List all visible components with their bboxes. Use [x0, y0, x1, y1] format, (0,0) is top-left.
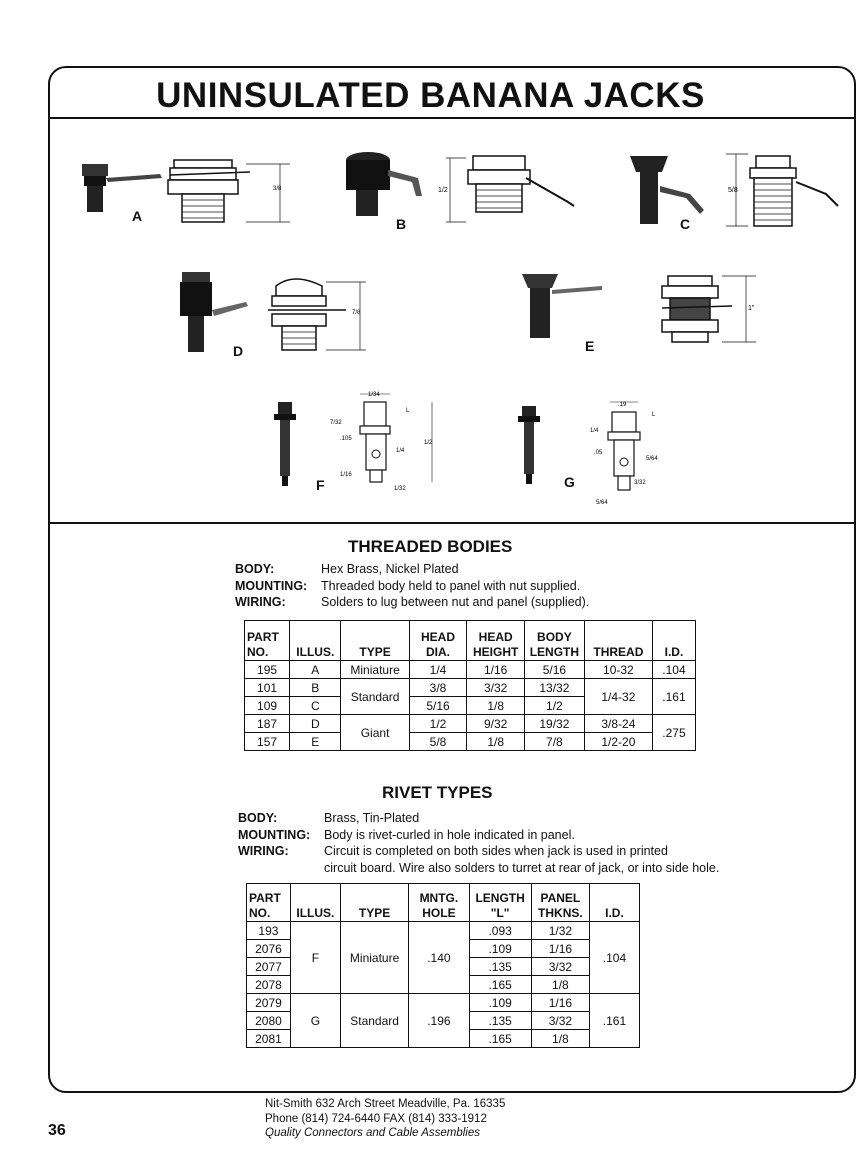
dim-c-height: 5/8: [728, 187, 738, 194]
table-cell: 3/8: [409, 679, 467, 697]
table-cell: .165: [469, 1030, 531, 1048]
col-head-height: HEAD HEIGHT: [467, 621, 525, 661]
table-cell: 157: [245, 733, 290, 751]
dim-g-l2: .05: [594, 450, 603, 456]
dim-f-b2: 1/32: [394, 486, 406, 492]
col-part-no: PART NO.: [245, 621, 290, 661]
col-body-length: BODY LENGTH: [525, 621, 585, 661]
jack-b-illustration: [338, 148, 578, 228]
table-cell: .109: [469, 940, 531, 958]
table-cell: .104: [589, 922, 639, 994]
table-cell: 2080: [247, 1012, 291, 1030]
table-row: [245, 679, 696, 697]
dim-f-b1: 1/16: [340, 472, 352, 478]
table-cell: .093: [469, 922, 531, 940]
jack-e-illustration: [512, 266, 768, 350]
table-cell: 1/8: [531, 976, 589, 994]
footer-line-address: Nit-Smith 632 Arch Street Meadville, Pa. 16335: [265, 1098, 506, 1110]
col-type: TYPE: [340, 884, 408, 922]
dim-f-l1: 7/32: [330, 420, 342, 426]
dim-f-length: L: [406, 408, 410, 414]
table-cell: 2079: [247, 994, 291, 1012]
spec-row-body: BODY: Hex Brass, Nickel Plated: [235, 562, 459, 576]
dim-f-top: 1/34: [368, 392, 380, 398]
figures-divider: [48, 522, 856, 524]
jack-c-illustration: [620, 148, 845, 230]
table-cell: Standard: [340, 994, 408, 1048]
dim-g-length: L: [652, 412, 656, 418]
table-cell: Miniature: [341, 661, 409, 679]
jack-a-illustration: [70, 150, 300, 230]
table-cell: 2076: [247, 940, 291, 958]
table-cell: B: [290, 679, 341, 697]
col-thread: THREAD: [584, 621, 652, 661]
table-cell: .135: [469, 1012, 531, 1030]
figure-label-c: C: [680, 216, 691, 232]
table-cell: 101: [245, 679, 290, 697]
col-length: LENGTH "L": [469, 884, 531, 922]
table-cell: 1/8: [467, 733, 525, 751]
col-head-dia: HEAD DIA.: [409, 621, 467, 661]
table-cell: .140: [409, 922, 469, 994]
table-cell: .161: [589, 994, 639, 1048]
table-cell: 3/8-24: [584, 715, 652, 733]
title-divider: [48, 117, 856, 119]
rivet-heading: RIVET TYPES: [382, 783, 493, 802]
table-cell: F: [290, 922, 340, 994]
dim-g-b1: 3/32: [634, 480, 646, 486]
table-cell: Miniature: [340, 922, 408, 994]
spec-row-wiring-cont: circuit board. Wire also solders to turret at rear of jack, or into side hole.: [324, 860, 720, 875]
table-cell: .135: [469, 958, 531, 976]
table-row: [245, 661, 696, 679]
spec-row-mounting: MOUNTING: Threaded body held to panel with nut supplied.: [235, 578, 581, 593]
table-row: [247, 922, 640, 940]
table-cell: 19/32: [525, 715, 585, 733]
col-illus: ILLUS.: [290, 621, 341, 661]
footer-line-tagline: Quality Connectors and Cable Assemblies: [265, 1127, 480, 1139]
table-cell: 187: [245, 715, 290, 733]
dim-b-height: 1/2: [438, 187, 448, 194]
threaded-specs: [235, 561, 589, 611]
page-number: 36: [48, 1122, 66, 1139]
table-row: [245, 715, 696, 733]
table-cell: 5/16: [525, 661, 585, 679]
col-mntg-hole: MNTG. HOLE: [409, 884, 469, 922]
table-cell: .275: [652, 715, 695, 751]
figure-label-g: G: [564, 474, 575, 490]
dim-g-top: .19: [618, 402, 627, 408]
rivet-specs: [238, 810, 719, 876]
dim-e-height: 1": [748, 305, 755, 312]
threaded-heading: THREADED BODIES: [348, 537, 513, 556]
table-cell: Giant: [341, 715, 409, 751]
jack-g-illustration: [510, 396, 680, 510]
figure-label-b: B: [396, 216, 407, 232]
table-cell: Standard: [341, 679, 409, 715]
table-cell: 3/32: [531, 958, 589, 976]
table-cell: 10-32: [584, 661, 652, 679]
table-cell: .104: [652, 661, 695, 679]
table-cell: 1/4: [409, 661, 467, 679]
table-row: [245, 733, 696, 751]
col-id: I.D.: [652, 621, 695, 661]
jack-f-illustration: [262, 388, 452, 496]
footer-line-phone: Phone (814) 724-6440 FAX (814) 333-1912: [265, 1112, 487, 1125]
jack-d-illustration: [176, 268, 376, 358]
table-cell: 1/2: [525, 697, 585, 715]
col-panel-thkns: PANEL THKNS.: [531, 884, 589, 922]
table-cell: 1/2: [409, 715, 467, 733]
table-cell: 1/4-32: [584, 679, 652, 715]
table-cell: 9/32: [467, 715, 525, 733]
table-cell: 1/16: [531, 994, 589, 1012]
spec-row-mounting: MOUNTING: Body is rivet-curled in hole indicated in panel.: [238, 827, 575, 842]
table-cell: 109: [245, 697, 290, 715]
dim-f-l2: .105: [340, 436, 352, 442]
table-cell: 2077: [247, 958, 291, 976]
table-cell: 1/8: [467, 697, 525, 715]
table-row: [247, 994, 640, 1012]
table-cell: 195: [245, 661, 290, 679]
threaded-table: [244, 620, 696, 751]
col-part-no: PART NO.: [247, 884, 291, 922]
table-cell: .109: [469, 994, 531, 1012]
table-cell: 2081: [247, 1030, 291, 1048]
table-cell: 7/8: [525, 733, 585, 751]
table-cell: 13/32: [525, 679, 585, 697]
figure-label-a: A: [132, 208, 143, 224]
dim-g-l1: 1/4: [590, 428, 599, 434]
table-cell: E: [290, 733, 341, 751]
dim-a-height: 3/8: [273, 186, 282, 192]
col-type: TYPE: [341, 621, 409, 661]
dim-g-b2: 5/64: [596, 500, 608, 506]
table-cell: .196: [409, 994, 469, 1048]
dim-d-height: 7/8: [352, 310, 361, 316]
table-cell: 3/32: [467, 679, 525, 697]
table-cell: 1/16: [531, 940, 589, 958]
table-cell: 193: [247, 922, 291, 940]
table-cell: G: [290, 994, 340, 1048]
table-cell: 3/32: [531, 1012, 589, 1030]
spec-row-body: BODY: Brass, Tin-Plated: [238, 811, 420, 825]
page-title: UNINSULATED BANANA JACKS: [156, 76, 705, 115]
table-cell: 2078: [247, 976, 291, 994]
table-cell: 1/16: [467, 661, 525, 679]
dim-f-r2: 1/2: [424, 440, 433, 446]
table-cell: 5/8: [409, 733, 467, 751]
table-cell: .161: [652, 679, 695, 715]
figure-label-d: D: [233, 343, 244, 359]
table-cell: D: [290, 715, 341, 733]
table-cell: C: [290, 697, 341, 715]
table-cell: .165: [469, 976, 531, 994]
col-id: I.D.: [589, 884, 639, 922]
figure-label-e: E: [585, 338, 595, 354]
dim-g-r1: 5/64: [646, 456, 658, 462]
col-illus: ILLUS.: [290, 884, 340, 922]
table-cell: 5/16: [409, 697, 467, 715]
table-cell: 1/32: [531, 922, 589, 940]
rivet-table: [246, 883, 640, 1048]
footer-address: [265, 1097, 505, 1141]
spec-row-wiring: WIRING: Solders to lug between nut and panel (supplied).: [235, 595, 590, 609]
spec-row-wiring: WIRING: Circuit is completed on both sides when jack is used in printed: [238, 844, 668, 858]
figure-label-f: F: [316, 477, 325, 493]
table-cell: 1/8: [531, 1030, 589, 1048]
table-cell: A: [290, 661, 341, 679]
dim-f-r1: 1/4: [396, 448, 405, 454]
table-cell: 1/2-20: [584, 733, 652, 751]
